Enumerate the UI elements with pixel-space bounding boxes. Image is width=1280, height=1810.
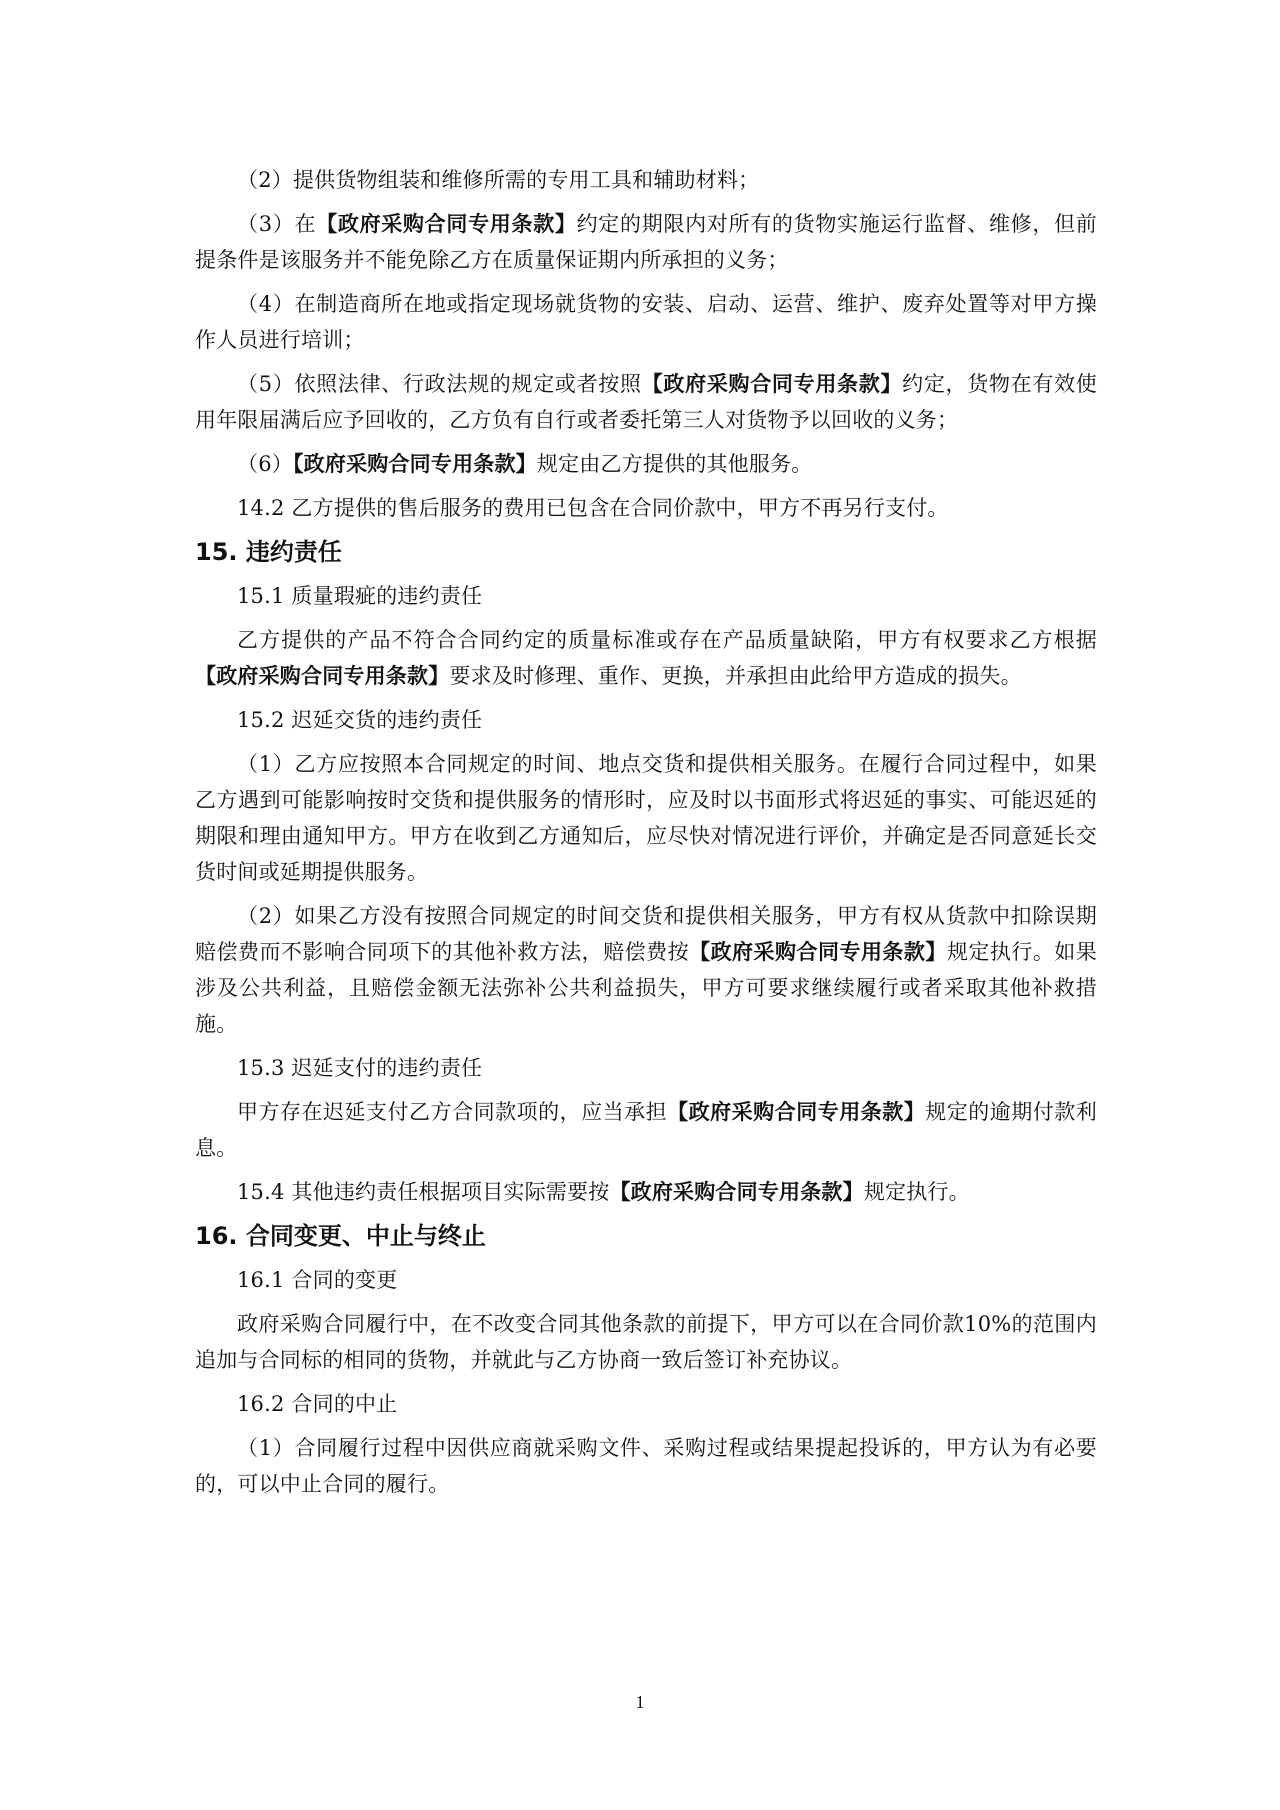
text-segment: （6） bbox=[237, 452, 293, 476]
clause-reference: 【政府采购合同专用条款】 bbox=[667, 1099, 926, 1124]
paragraph bbox=[195, 286, 1097, 358]
text-segment: 14.2 乙方提供的售后服务的费用已包含在合同价款中，甲方不再另行支付。 bbox=[237, 496, 949, 520]
clause-reference: 【政府采购合同专用条款】 bbox=[195, 663, 450, 688]
text-segment: 规定由乙方提供的其他服务。 bbox=[536, 452, 813, 476]
text-segment: （3）在 bbox=[237, 212, 317, 236]
text-segment: （1）合同履行过程中因供应商就采购文件、采购过程或结果提起投诉的，甲方认为有必要的，可以中止合同的履行。 bbox=[195, 1436, 1097, 1496]
clause-reference: 【政府采购合同专用条款】 bbox=[689, 939, 947, 964]
text-segment: 乙方提供的产品不符合合同约定的质量标准或存在产品质量缺陷，甲方有权要求乙方根据 bbox=[237, 628, 1097, 652]
paragraph bbox=[195, 1094, 1097, 1166]
text-segment: 规定执行。 bbox=[863, 1180, 970, 1204]
paragraph bbox=[195, 1430, 1097, 1502]
clause-reference: 【政府采购合同专用条款】 bbox=[641, 371, 903, 396]
text-segment: （2）如果乙方没有按照合同规定的时间交货和提供相关服务，甲方有权从货款中扣除误期赔偿费而不影响合同项下的其他补救方法，赔偿费按 bbox=[195, 904, 1097, 964]
clause-reference: 【政府采购合同专用条款】 bbox=[292, 451, 537, 476]
text-segment: 15.2 迟延交货的违约责任 bbox=[237, 708, 483, 732]
paragraph bbox=[195, 1050, 1097, 1086]
text-segment: 要求及时修理、重作、更换，并承担由此给甲方造成的损失。 bbox=[449, 664, 1022, 688]
page-number: 1 bbox=[635, 1692, 645, 1712]
paragraph bbox=[195, 1262, 1097, 1298]
text-segment: 15.1 质量瑕疵的违约责任 bbox=[237, 584, 483, 608]
text-segment: 政府采购合同履行中，在不改变合同其他条款的前提下，甲方可以在合同价款10%的范围内追加与合同标的相同的货物，并就此与乙方协商一致后签订补充协议。 bbox=[195, 1312, 1097, 1372]
text-segment: 15.4 其他违约责任根据项目实际需要按 bbox=[237, 1180, 610, 1204]
section-heading bbox=[195, 534, 1097, 570]
text-segment: 甲方存在迟延支付乙方合同款项的，应当承担 bbox=[237, 1100, 668, 1124]
text-segment: （5）依照法律、行政法规的规定或者按照 bbox=[237, 372, 642, 396]
document-body bbox=[195, 162, 1097, 1510]
paragraph bbox=[195, 206, 1097, 278]
paragraph bbox=[195, 898, 1097, 1042]
text-segment: 规定执行。如果涉及公共利益，且赔偿金额无法弥补公共利益损失，甲方可要求继续履行或者采取其他补救措施。 bbox=[195, 940, 1097, 1036]
clause-reference: 【政府采购合同专用条款】 bbox=[609, 1179, 864, 1204]
clause-reference: 【政府采购合同专用条款】 bbox=[316, 211, 577, 236]
text-segment: 16. 合同变更、中止与终止 bbox=[195, 1222, 486, 1250]
paragraph bbox=[195, 702, 1097, 738]
text-segment: 16.2 合同的中止 bbox=[237, 1392, 398, 1416]
text-segment: 15. 违约责任 bbox=[195, 538, 342, 566]
text-segment: 规定的逾期付款利息。 bbox=[195, 1100, 1098, 1160]
paragraph bbox=[195, 1386, 1097, 1422]
paragraph bbox=[195, 622, 1097, 694]
text-segment: 15.3 迟延支付的违约责任 bbox=[237, 1056, 483, 1080]
paragraph bbox=[195, 578, 1097, 614]
paragraph bbox=[195, 1174, 1097, 1210]
paragraph bbox=[195, 490, 1097, 526]
text-segment: （4）在制造商所在地或指定现场就货物的安装、启动、运营、维护、废弃处置等对甲方操作人员进行培训； bbox=[195, 292, 1097, 352]
paragraph bbox=[195, 1306, 1097, 1378]
text-segment: （2）提供货物组装和维修所需的专用工具和辅助材料； bbox=[237, 168, 760, 192]
paragraph bbox=[195, 746, 1097, 890]
text-segment: 16.1 合同的变更 bbox=[237, 1268, 398, 1292]
text-segment: 约定，货物在有效使用年限届满后应予回收的，乙方负有自行或者委托第三人对货物予以回收的义务； bbox=[195, 372, 1097, 432]
text-segment: （1）乙方应按照本合同规定的时间、地点交货和提供相关服务。在履行合同过程中，如果乙方遇到可能影响按时交货和提供服务的情形时，应及时以书面形式将迟延的事实、可能迟延的期限和理由通知甲方。甲方在收到乙方通知后，应尽快对情况进行评价，并确定是否同意延长交货时间或延期提供服务。 bbox=[195, 752, 1097, 884]
text-segment: 约定的期限内对所有的货物实施运行监督、维修，但前提条件是该服务并不能免除乙方在质量保证期内所承担的义务； bbox=[195, 212, 1097, 272]
paragraph bbox=[195, 162, 1097, 198]
paragraph bbox=[195, 446, 1097, 482]
paragraph bbox=[195, 366, 1097, 438]
section-heading bbox=[195, 1218, 1097, 1254]
